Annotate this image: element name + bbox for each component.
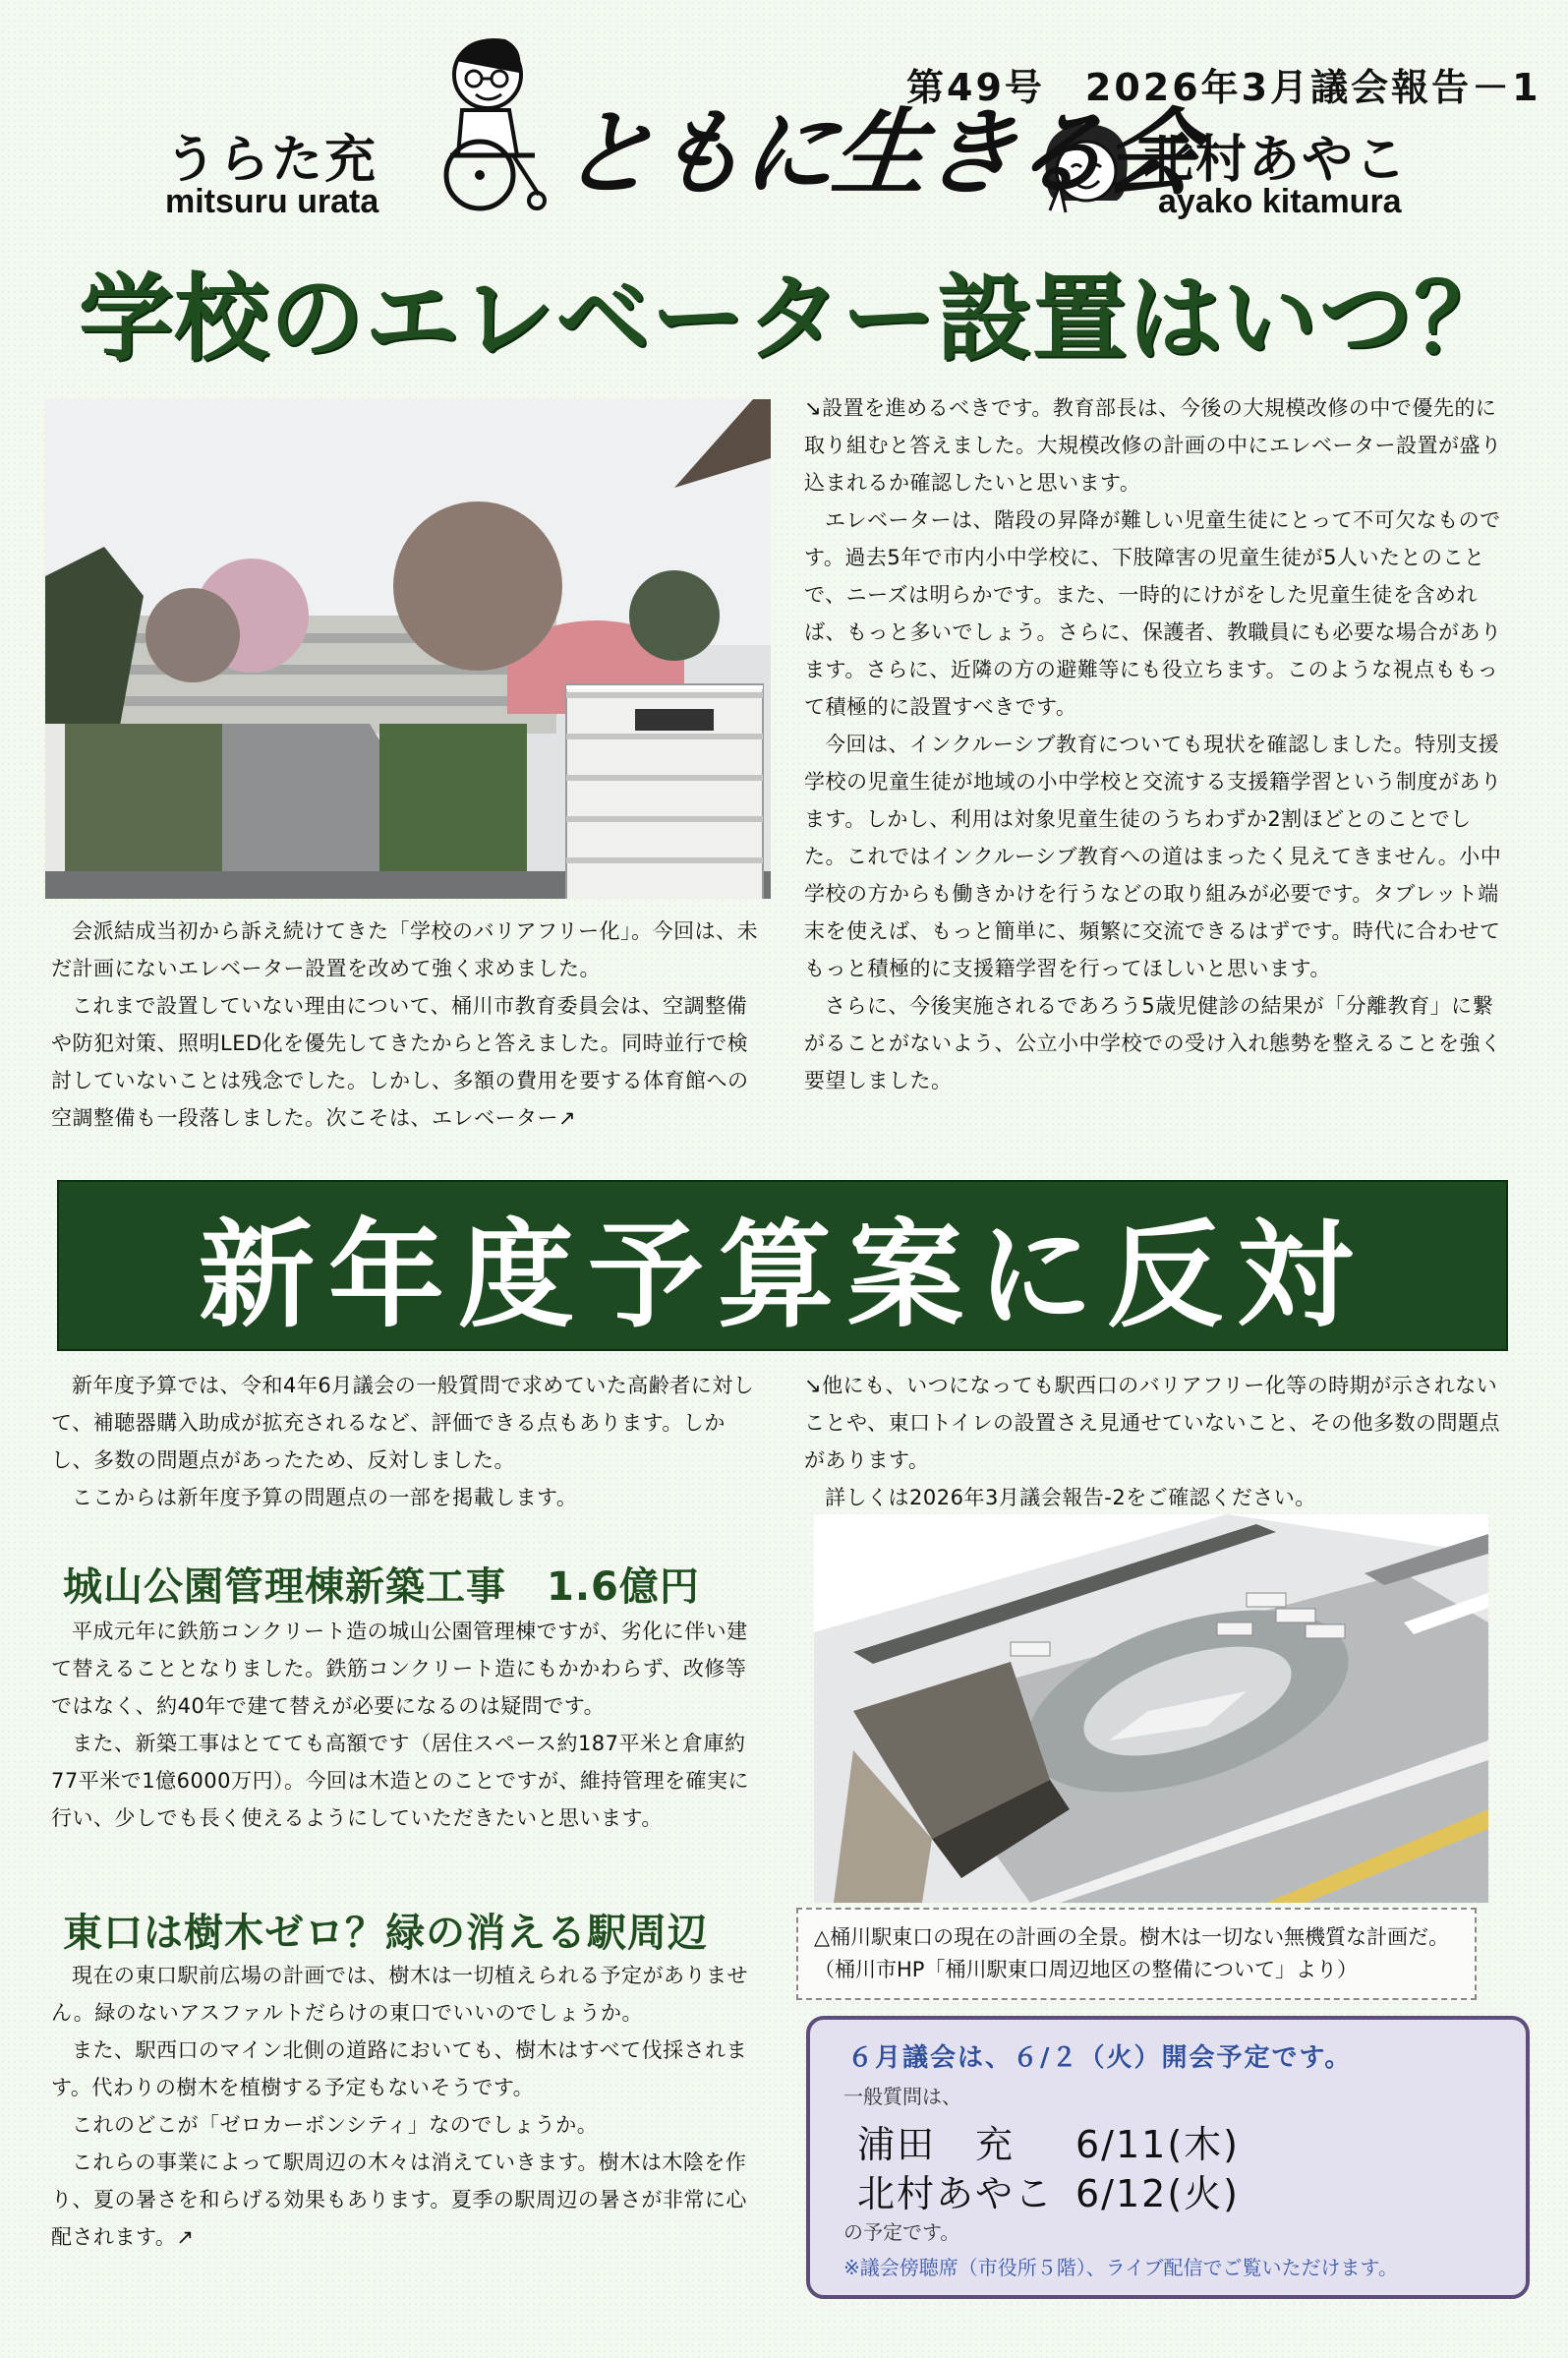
article2-intro-right bbox=[804, 1367, 1508, 1516]
section1-paragraph: 平成元年に鉄筋コンクリート造の城山公園管理棟ですが、劣化に伴い建て替えることとなりました。鉄筋コンクリート造にもかかわらず、改修等ではなく、約40年で建て替えが必要になるのは疑問です。 bbox=[51, 1620, 748, 1718]
article2-intro-left bbox=[51, 1367, 765, 1516]
notice-tail: の予定です。 bbox=[843, 2220, 960, 2244]
june-session-notice bbox=[806, 2016, 1530, 2299]
notice-schedule-member1-name: 浦田 充 bbox=[857, 2123, 1016, 2166]
notice-lead: 一般質問は、 bbox=[843, 2085, 961, 2108]
station-east-exit-plan-illustration bbox=[814, 1514, 1488, 1903]
article2-intro-paragraph: ↘他にも、いつになっても駅西口のバリアフリー化等の時期が示されないことや、東口トイレの設置さえ見通せていないこと、その他多数の問題点があります。 bbox=[804, 1374, 1501, 1472]
section1-body bbox=[51, 1613, 765, 1837]
article2-banner: 新年度予算案に反対 bbox=[57, 1180, 1508, 1351]
notice-note: ※議会傍聴席（市役所５階）、ライブ配信でご覧いただけます。 bbox=[843, 2256, 1398, 2279]
section1-paragraph: また、新築工事はとてても高額です（居住スペース約187平米と倉庫約77平米で1億6000万円）。今回は木造とのことですが、維持管理を確実に行い、少しでも長く使えるようにしていただきたいと思います。 bbox=[51, 1732, 750, 1830]
article1-right-column bbox=[804, 389, 1508, 1099]
masthead bbox=[0, 0, 1568, 241]
section2-paragraph: 現在の東口駅前広場の計画では、樹木は一切植えられる予定がありません。緑のないアスファルトだらけの東口でいいのでしょうか。 bbox=[51, 1964, 748, 2025]
article1-left-paragraph: 会派結成当初から訴え続けてきた「学校のバリアフリー化」。今回は、未だ計画にないエレベーター設置を改めて強く求めました。 bbox=[51, 919, 759, 980]
group-logo: ともに生きる会 bbox=[555, 98, 1201, 208]
article1-left-column bbox=[51, 913, 765, 1137]
article1-headline: 学校のエレベーター設置はいつ？ bbox=[79, 264, 1509, 374]
article1-right-paragraph: ↘設置を進めるべきです。教育部長は、今後の大規模改修の中で優先的に取り組むと答えました。大規模改修の計画の中にエレベーター設置が盛り込まれるか確認したいと思います。 bbox=[804, 396, 1502, 495]
member1-name: うらた充 bbox=[165, 131, 378, 190]
member1-roman-name: mitsuru urata bbox=[165, 183, 379, 220]
article1-right-paragraph: さらに、今後実施されるであろう5歳児健診の結果が「分離教育」に繋がることがないよう、公立小中学校での受け入れ態勢を整えることを強く要望しました。 bbox=[804, 994, 1502, 1092]
member2-name: 北村あやこ bbox=[1142, 131, 1409, 190]
section2-title: 東口は樹木ゼロ？緑の消える駅周辺 bbox=[63, 1911, 708, 1956]
issue-number: 第49号 2026年3月議会報告－1 bbox=[906, 66, 1541, 109]
section2-paragraph: これのどこが「ゼロカーボンシティ」なのでしょうか。 bbox=[72, 2113, 599, 2137]
article1-left-paragraph: これまで設置していない理由について、桶川市教育委員会は、空調整備や防犯対策、照明LED化を優先してきたからと答えました。同時並行で検討していないことは残念でした。しかし、多額の費用を要する体育館への空調整備も一段落しました。次こそは、エレベーター↗ bbox=[51, 994, 749, 1130]
section2-paragraph: また、駅西口のマイン北側の道路においても、樹木はすべて伐採されます。代わりの樹木を植樹する予定もないそうです。 bbox=[51, 2038, 748, 2099]
school-gate-photo bbox=[45, 399, 771, 899]
section1-title: 城山公園管理棟新築工事 1.6億円 bbox=[63, 1564, 700, 1610]
notice-schedule-member2-date: 6/12(火) bbox=[1075, 2172, 1240, 2215]
wheelchair-caricature-icon bbox=[411, 28, 558, 214]
member2-roman-name: ayako kitamura bbox=[1158, 183, 1402, 220]
article1-right-paragraph: 今回は、インクルーシブ教育についても現状を確認しました。特別支援学校の児童生徒が地域の小中学校と交流する支援籍学習という制度があります。しかし、利用は対象児童生徒のうちわずか2割ほどとのことでした。これではインクルーシブ教育への道はまったく見えてきません。小中学校の方からも働きかけを行うなどの取り組みが必要です。タブレット端末を使えば、もっと簡単に、頻繁に交流できるはずです。時代に合わせてもっと積極的に支援籍学習を行ってほしいと思います。 bbox=[804, 733, 1502, 980]
article1-right-paragraph: エレベーターは、階段の昇降が難しい児童生徒にとって不可欠なものです。過去5年で市内小中学校に、下肢障害の児童生徒が5人いたとのことで、ニーズは明らかです。また、一時的にけがをした児童生徒を含めれば、もっと多いでしょう。さらに、保護者、教職員にも必要な場合があります。さらに、近隣の方の避難等にも役立ちます。このような視点ももって積極的に設置すべきです。 bbox=[804, 508, 1502, 719]
notice-schedule-member1-date: 6/11(木) bbox=[1075, 2123, 1240, 2166]
section2-paragraph: これらの事業によって駅周辺の木々は消えていきます。樹木は木陰を作り、夏の暑さを和らげる効果もあります。夏季の駅周辺の暑さが非常に心配されます。↗ bbox=[51, 2151, 747, 2249]
article2-intro-paragraph: ここからは新年度予算の問題点の一部を掲載します。 bbox=[72, 1486, 578, 1509]
section2-body bbox=[51, 1957, 765, 2256]
notice-schedule-member2-name: 北村あやこ bbox=[857, 2172, 1055, 2215]
station-plan-caption: △桶川駅東口の現在の計画の全景。樹木は一切ない無機質な計画だ。（桶川市HP「桶川駅東口周辺地区の整備について」より） bbox=[796, 1908, 1477, 2000]
notice-title: ６月議会は、６/２（火）開会予定です。 bbox=[847, 2043, 1353, 2073]
article2-intro-paragraph: 詳しくは2026年3月議会報告-2をご確認ください。 bbox=[825, 1486, 1316, 1509]
article2-intro-paragraph: 新年度予算では、令和4年6月議会の一般質問で求めていた高齢者に対して、補聴器購入助成が拡充されるなど、評価できる点もあります。しかし、多数の問題点があったため、反対しました。 bbox=[51, 1374, 755, 1472]
